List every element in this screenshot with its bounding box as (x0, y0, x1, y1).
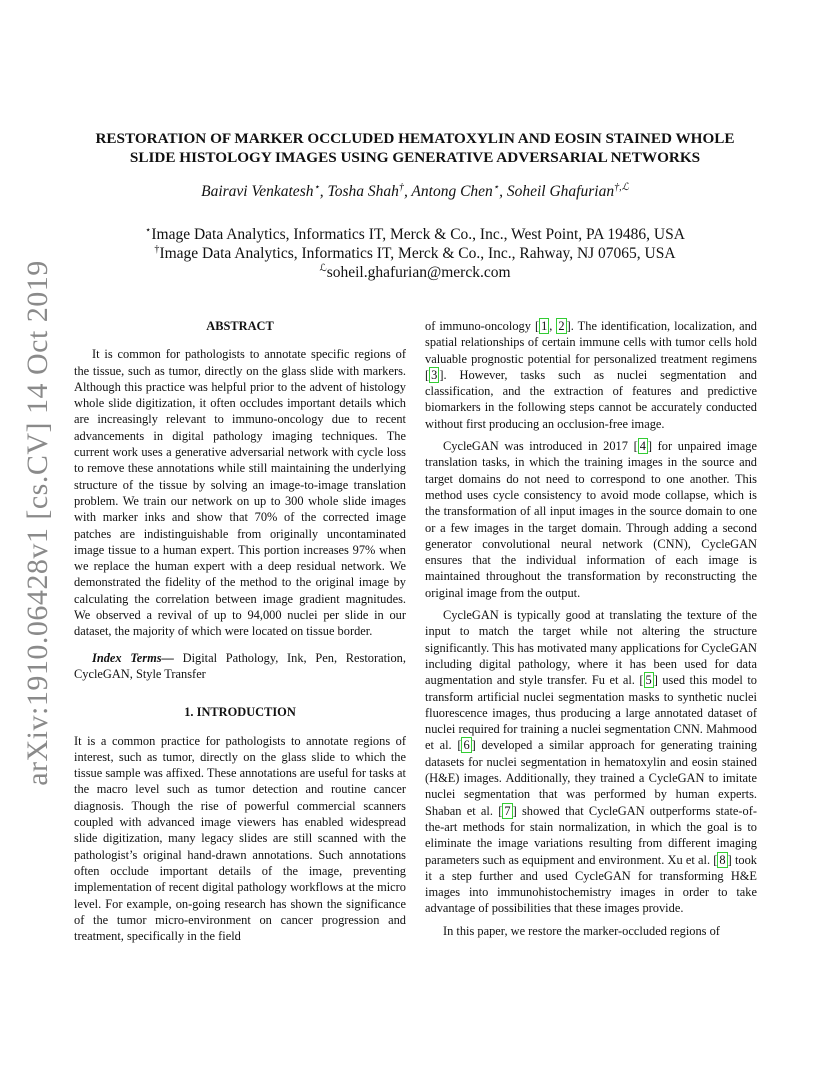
intro-heading: 1. INTRODUCTION (184, 705, 296, 720)
left-column (74, 318, 406, 944)
index-terms-text: Digital Pathology, Ink, Pen, Restoration, CycleGAN, Style Transfer (74, 650, 406, 681)
author-3: Antong Chen (411, 183, 493, 200)
author-4: Soheil Ghafurian (506, 183, 615, 200)
title-line-1: RESTORATION OF MARKER OCCLUDED HEMATOXYLIN AND EOSIN STAINED WHOLE (95, 130, 735, 147)
citation-link[interactable]: 6 (463, 738, 470, 753)
text-segment: . The identification, localization, and spatial relationships of certain immune cells with tumor cells hold valuable prognostic potential for personalized treatment regimens (425, 319, 757, 366)
author-1-mark: ⋆ (313, 181, 320, 193)
author-3-mark: ⋆ (492, 181, 500, 193)
citation-link[interactable]: 7 (504, 803, 511, 818)
applications-paragraph: CycleGAN is typically good at translating the texture of the input to match the target while not altering the structure significantly. This has motivated many applications for CycleGAN including digital pathology, where it has been used for data augmentation and style transfer. Fu et al. [ 5 ] used this model to transform artificial nuclei segmentation masks to synthetic nuclei fluorescence images, thus producing a large annotated dataset of nuclei required for training a nuclei segmentation CNN. Mahmood et al. [ 6 ] developed a similar approach for generating training datasets for nuclei segmentation in hematoxylin and eosin stained (H&E) images. Additionally, they trained a CycleGAN to imitate nuclei segmentation that was performed by human experts. Shaban et al. [ 7 ] showed that CycleGAN outperforms state-of-the-art methods for stain normalization, in which the goal is to eliminate the image variations resulting from different imaging parameters such as equipment and environment. Xu et al. [ 8 ] took it a step further and used CycleGAN for transforming H&E images into immunohistochemistry images in order to take advantage of possibilities that these images provide. (425, 608, 757, 916)
text-segment: developed a similar approach for generating training datasets for nuclei segmentation in hematoxylin and eosin stained (H&E) images. Additionally, they trained a CycleGAN to imitate nuclei segmentation that was performed by human experts. Shaban et al. (425, 738, 757, 818)
text-segment: used this model to transform artificial nuclei segmentation masks to synthetic nuclei fluorescence images, thus producing a large annotated dataset of nuclei required for training a nuclei segmentation CNN. Mahmood et al. (425, 673, 757, 753)
citation-link[interactable]: 5 (645, 673, 652, 688)
author-1: Bairavi Venkatesh (201, 183, 314, 200)
intro-continued-paragraph: of immuno-oncology [ 1 , 2 ]. The identification, localization, and spatial relationships of certain immune cells with tumor cells hold valuable prognostic potential for personalized treatment regimens [ 3 ]. However, tasks such as nuclei segmentation and classification, and the extraction of features and predictive biomarkers in the following steps cannot be accurately conducted without first producing an occlusion-free image. (425, 319, 757, 431)
text-segment: showed that CycleGAN outperforms state-of-the-art methods for stain normalization, in which the goal is to eliminate the image variations resulting from different imaging parameters such as equipment and environment. Xu et al. (425, 803, 757, 867)
author-2: Tosha Shah (327, 183, 399, 200)
affiliation-2-mark: † (154, 243, 160, 255)
cyclegan-paragraph: CycleGAN was introduced in 2017 [ 4 ] for unpaired image translation tasks, in which the training images in the source and target domains do not need to correspond to one another. This method uses cycle consistency to avoid mode collapse, which is the transformation of all input images in the source domain to one or a few images in the target domain. Through adding a second generator convolutional neural network (CNN), CycleGAN ensures that the individual information of each image is maintained throughout the transformation by reconstructing the original image from the output. (425, 439, 757, 600)
citation-link[interactable]: 3 (431, 367, 438, 382)
abstract-heading: ABSTRACT (206, 319, 274, 333)
affiliation-1-text: Image Data Analytics, Informatics IT, Merck & Co., Inc., West Point, PA 19486, USA (151, 226, 685, 243)
text-segment: for unpaired image translation tasks, in which the training images in the source and target domains do not need to correspond to one another. This method uses cycle consistency to avoid mode collapse, which is the transformation of all input images in the source domain to one or a few images in the target domain. Through adding a second generator convolutional neural network (CNN), CycleGAN ensures that the individual information of each image is maintained throughout the transformation by reconstructing the original image from the output. (425, 439, 757, 600)
text-segment: . However, tasks such as nuclei segmentation and classification, and the extraction of features and predictive biomarkers in the following steps cannot be accurately conducted without first producing an occlusion-free image. (425, 367, 757, 431)
affiliation-1 (60, 225, 770, 244)
email-text: soheil.ghafurian@merck.com (326, 264, 511, 281)
text-segment: CycleGAN was introduced in 2017 (443, 439, 628, 454)
title-line-2: SLIDE HISTOLOGY IMAGES USING GENERATIVE ADVERSARIAL NETWORKS (129, 149, 701, 166)
index-terms (74, 650, 406, 683)
citation-link[interactable]: 1 (541, 319, 548, 333)
text-segment: of immuno-oncology (425, 319, 531, 333)
author-list: Bairavi Venkatesh⋆, Tosha Shah†, Antong Chen⋆, Soheil Ghafurian$^{\dagger,ℒ}$ (201, 181, 629, 200)
paper-title (60, 129, 770, 167)
affiliations (60, 225, 770, 282)
abstract-text: It is common for pathologists to annotate specific regions of the tissue, such as tumor, directly on the glass slide with markers. Although this practice was helpful prior to the advent of histology whole slide digitization, it often occludes important details which are increasingly relevant to immuno-oncology due to recent advancements in digital pathology imaging techniques. The current work uses a generative adversarial network with cycle loss to remove these annotations while still maintaining the underlying structure of the tissue by solving an image-to-image translation problem. We train our network on up to 300 whole slide images with marker inks and show that 70% of the corrected image patches are indistinguishable from originally uncontaminated image tissue to a human expert. This portion increases 97% when we replace the human expert with a deep residual network. We demonstrated the fidelity of the method to the original image by calculating the correlation between image gradient magnitudes. We observed a revival of up to 94,000 nuclei per slide in our dataset, the majority of which were located on tissue border. (74, 347, 406, 639)
arxiv-id-text: arXiv:1910.06428v1 [cs.CV] 14 Oct 2019 (21, 259, 54, 786)
citation-link[interactable]: 4 (639, 439, 646, 454)
author-4-mark: †,ℒ (614, 181, 629, 193)
affiliation-2 (60, 244, 770, 263)
intro-paragraph-1: It is a common practice for pathologists to annotate regions of interest, such as tumor, directly on the glass slide to which the tissue sample was affixed. These annotations are useful for tasks at the macro level such as tumor detection and routine cancer diagnosis. Though the rise of powerful commercial scanners coupled with advanced image viewers has enabled widespread slide digitization, many legacy slides are still scanned with the pathologist’s original hand-drawn annotations. Such annotations often occlude important details of the image, preventing implementation of recent digital pathology workflows at the micro level. For example, on-going research has shown the significance of the tumor micro-environment on cancer progression and treatment, specifically in the field (74, 733, 406, 944)
affiliation-1-mark: ⋆ (145, 224, 152, 236)
author-2-mark: † (398, 181, 404, 193)
arxiv-side-identifier (18, 259, 58, 786)
contact-email (60, 263, 770, 282)
index-terms-label: Index Terms— (92, 650, 174, 665)
right-column (425, 318, 757, 939)
email-mark: ℒ (319, 262, 327, 274)
citation-link[interactable]: 8 (719, 852, 726, 867)
citation-link[interactable]: 2 (558, 319, 565, 333)
this-paper-paragraph: In this paper, we restore the marker-occluded regions of (443, 923, 720, 938)
text-segment: took it a step further and used CycleGAN for transforming H&E images into immunohistochemistry images in order to take advantage of possibilities that these images provide. (425, 852, 757, 916)
affiliation-2-text: Image Data Analytics, Informatics IT, Merck & Co., Inc., Rahway, NJ 07065, USA (159, 245, 676, 262)
text-segment: CycleGAN is typically good at translating the texture of the input to match the target while not altering the structure significantly. This has motivated many applications for CycleGAN including digital pathology, where it has been used for data augmentation and style transfer. Fu et al. (425, 608, 757, 688)
